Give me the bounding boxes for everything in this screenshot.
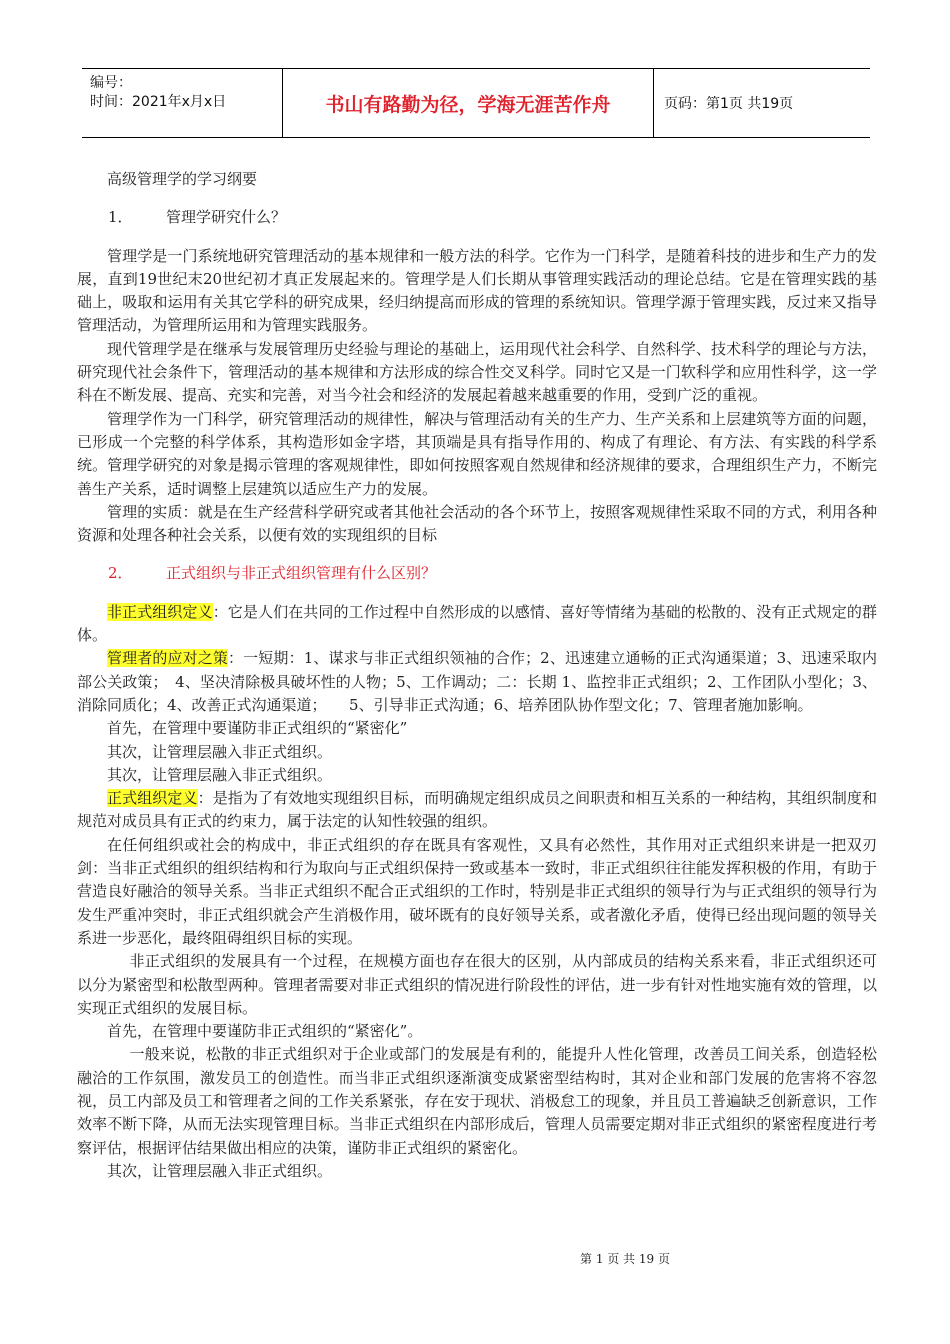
manager-strategy-label: 管理者的应对之策 — [107, 649, 229, 668]
question-1-heading — [77, 206, 877, 229]
paragraph-9: 其次，让管理层融入非正式组织。 — [107, 1161, 333, 1180]
page-header — [82, 68, 870, 138]
doc-number: 编号： — [90, 75, 132, 91]
question-2-number: 2． — [108, 564, 133, 583]
question-1-number: 1． — [108, 208, 133, 227]
paragraph-5: 在任何组织或社会的构成中，非正式组织的存在既具有客观性，又具有必然性，其作用对正式组织来讲是一把双刃剑：当非正式组织的组织结构和行为取向与正式组织保持一致或基本一致时，非正式组织往往能发挥积极的作用，有助于营造良好融洽的领导关系。当非正式组织不配合正式组织的工作时，特别是非正式组织的领导行为与正式组织的领导行为发生严重冲突时，非正式组织就会产生消极作用，破坏既有的良好领导关系，或者激化矛盾，使得已经出现问题的领导关系进一步恶化，最终阻碍组织目标的实现。 — [77, 835, 877, 947]
manager-strategy-text: ：一短期：1、谋求与非正式组织领袖的合作；2、迅速建立通畅的正式沟通渠道；3、迅速采取内部公关政策； 4、坚决清除极具破坏性的人物；5、工作调动；二：长期 1、监控非正式组织；2、工作团队小型化；3、消除同质化；4、改善正式沟通渠道； 5、引导非正式沟通；6、培养团队协作型文化；7、管理者施加影响。 — [77, 649, 877, 714]
formal-definition-label: 正式组织定义 — [107, 789, 198, 808]
question-2-heading — [77, 562, 877, 585]
question-2-title: 正式组织与非正式组织管理有什么区别？ — [166, 564, 437, 583]
line-first: 首先，在管理中要谨防非正式组织的“紧密化” — [107, 719, 408, 738]
document-body — [77, 168, 877, 1183]
paragraph-2: 现代管理学是在继承与发展管理历史经验与理论的基础上，运用现代社会科学、自然科学、技术科学的理论与方法，研究现代社会条件下，管理活动的基本规律和方法形成的综合性交叉科学。同时它又是一门软科学和应用性科学，这一学科在不断发展、提高、充实和完善，对当今社会和经济的发展起着越来越重要的作用，受到广泛的重视。 — [77, 339, 877, 405]
doc-time: 时间：2021年x月x日 — [90, 94, 227, 110]
paragraph-3: 管理学作为一门科学，研究管理活动的规律性，解决与管理活动有关的生产力、生产关系和上层建筑等方面的问题，已形成一个完整的科学体系，其构造形如金字塔，其顶端是具有指导作用的、构成了有理论、有方法、有实践的科学系统。管理学研究的对象是揭示管理的客观规律性，即如何按照客观自然规律和经济规律的要求，合理组织生产力，不断完善生产关系，适时调整上层建筑以适应生产力的发展。 — [77, 409, 877, 498]
formal-definition — [77, 787, 877, 834]
paragraph-1: 管理学是一门系统地研究管理活动的基本规律和一般方法的科学。它作为一门科学，是随着科技的进步和生产力的发展，直到19世纪末20世纪初才真正发展起来的。管理学是人们长期从事管理实践活动的理论总结。它是在管理实践的基础上，吸取和运用有关其它学科的研究成果，经归纳提高而形成的管理的系统知识。管理学源于管理实践，反过来又指导管理活动，为管理所运用和为管理实践服务。 — [77, 246, 877, 335]
header-slogan: 书山有路勤为径，学海无涯苦作舟 — [283, 69, 654, 137]
line-second-b: 其次，让管理层融入非正式组织。 — [107, 765, 333, 784]
informal-definition — [77, 601, 877, 648]
formal-definition-text: ：是指为了有效地实现组织目标，而明确规定组织成员之间职责和相互关系的一种结构，其组织制度和规范对成员具有正式的约束力，属于法定的认知性较强的组织。 — [77, 789, 877, 831]
header-page-number: 页码：第1页 共19页 — [664, 96, 794, 112]
paragraph-6: 非正式组织的发展具有一个过程，在规模方面也存在很大的区别，从内部成员的结构关系来看，非正式组织还可以分为紧密型和松散型两种。管理者需要对非正式组织的情况进行阶段性的评估，进一步有针对性地实施有效的管理，以实现正式组织的发展目标。 — [77, 952, 877, 1017]
line-second-a: 其次，让管理层融入非正式组织。 — [107, 742, 333, 761]
page-footer: 第 1 页 共 19 页 — [580, 1252, 670, 1266]
question-1-title: 管理学研究什么？ — [166, 208, 287, 227]
paragraph-7: 首先，在管理中要谨防非正式组织的“紧密化”。 — [107, 1022, 423, 1041]
informal-definition-label: 非正式组织定义 — [107, 602, 213, 621]
manager-strategy — [77, 647, 877, 717]
paragraph-4: 管理的实质：就是在生产经营科学研究或者其他社会活动的各个环节上，按照客观规律性采取不同的方式，利用各种资源和处理各种社会关系，以便有效的实现组织的目标 — [77, 502, 877, 545]
paragraph-8: 一般来说，松散的非正式组织对于企业或部门的发展是有利的，能提升人性化管理，改善员工间关系，创造轻松融洽的工作氛围，激发员工的创造性。而当非正式组织逐渐演变成紧密型结构时，其对企业和部门发展的危害将不容忽视，员工内部及员工和管理者之间的工作关系紧张，存在安于现状、消极怠工的现象，并且员工普遍缺乏创新意识，工作效率不断下降，从而无法实现管理目标。当非正式组织在内部形成后，管理人员需要定期对非正式组织的紧密程度进行考察评估，根据评估结果做出相应的决策，谨防非正式组织的紧密化。 — [77, 1045, 877, 1157]
header-meta — [82, 69, 283, 137]
informal-definition-text: ：它是人们在共同的工作过程中自然形成的以感情、喜好等情绪为基础的松散的、没有正式规定的群体。 — [77, 602, 877, 645]
doc-title: 高级管理学的学习纲要 — [107, 170, 258, 188]
